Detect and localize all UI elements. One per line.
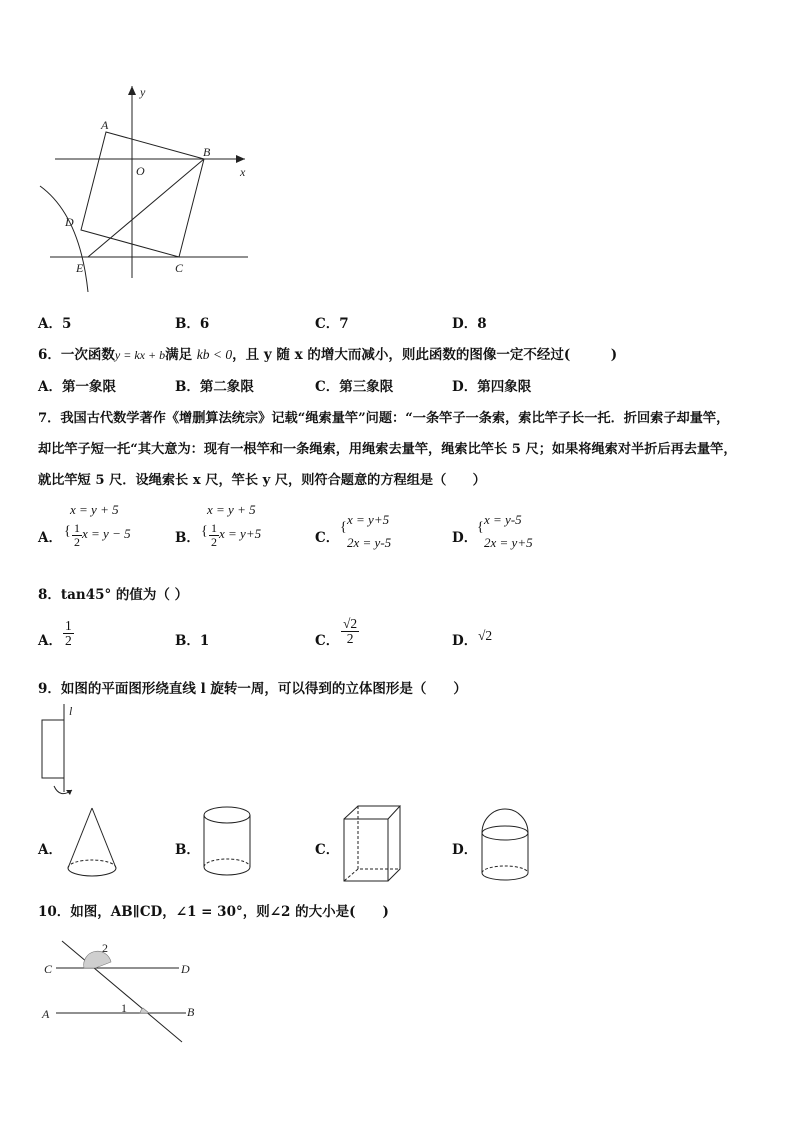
label-O: O — [136, 164, 145, 178]
label-D: D — [65, 215, 74, 229]
q8-option-a-letter: A． — [38, 633, 62, 649]
q7-stem-line1: 7．我国古代数学著作《增删算法统宗》记载“绳索量竿”问题：“一条竿子一条索，索比竿子长一托．折回索子却量竿， — [38, 411, 730, 426]
q7-stem-line2: 却比竿子短一托“其大意为：现有一根竿和一条绳索，用绳索去量竿，绳索比竿长 5 尺；如果将绳索对半折后再去量竿， — [38, 442, 737, 457]
label-E: E — [76, 261, 84, 275]
option-text: 5 — [61, 316, 72, 332]
label-C: C — [44, 962, 53, 976]
cone-icon — [62, 805, 122, 880]
q8-option-d-letter: D． — [452, 633, 478, 649]
option-text: 8 — [477, 316, 487, 332]
q6-formula: y = kx + b — [114, 348, 166, 362]
q6-condition: kb < 0 — [196, 347, 233, 362]
q9-option-d: D． — [452, 842, 478, 858]
label-C: C — [175, 261, 184, 275]
cylinder-icon — [200, 803, 256, 883]
label-x: x — [240, 165, 246, 179]
q6-stem: 6．一次函数y = kx + b满足 kb < 0，且 y 随 x 的增大而减小，则此函数的图像一定不经过( ) — [38, 347, 618, 363]
q7-option-b-system: x = y + 5 { $\frac{1}{2}$ x = y+5 — [201, 502, 262, 549]
q7-option-d-system: x = y-5 { 2x = y+5 — [477, 512, 533, 550]
label-B: B — [203, 145, 211, 159]
label-B: B — [187, 1005, 195, 1019]
option-text: 7 — [339, 316, 349, 332]
q8-option-c-letter: C． — [315, 633, 340, 649]
option-letter: D． — [452, 316, 478, 332]
q8-option-d-value: √2 — [478, 628, 493, 643]
q9-stem: 9．如图的平面图形绕直线 l 旋转一周，可以得到的立体图形是（ ） — [38, 681, 467, 697]
option-letter: C． — [315, 316, 340, 332]
coordinate-figure — [30, 80, 260, 300]
q7-option-b-letter: B． — [175, 530, 200, 546]
q9-option-b: B． — [175, 842, 200, 858]
q8-stem: 8．tan45° 的值为（ ） — [38, 587, 189, 603]
option-letter: A． — [38, 316, 62, 332]
q8-option-a-fraction: $\frac{1}{2}$ — [65, 618, 72, 649]
q5-options — [38, 312, 758, 336]
cylinder-with-hemisphere-icon — [478, 803, 534, 885]
label-A: A — [101, 118, 109, 132]
label-A: A — [42, 1007, 50, 1021]
q10-stem: 10．如图，AB∥CD，∠1 = 30°，则∠2 的大小是( ) — [38, 904, 389, 920]
q7-option-d-letter: D． — [452, 530, 478, 546]
option-letter: B． — [175, 316, 200, 332]
rotation-figure — [36, 702, 86, 802]
q9-option-a: A． — [38, 842, 62, 858]
q6-options: A．第一象限 B．第二象限 C．第三象限 D．第四象限 — [38, 379, 532, 395]
q7-stem-line3: 就比竿短 5 尺．设绳索长 x 尺，竿长 y 尺，则符合题意的方程组是（ ） — [38, 473, 486, 488]
q8-option-b: B．1 — [175, 633, 210, 649]
axis-label-l: l — [69, 704, 73, 718]
q7-option-a-system: x = y + 5 { $\frac{1}{2}$ x = y − 5 — [64, 502, 131, 549]
option-text: 6 — [199, 316, 210, 332]
label-y: y — [140, 85, 146, 99]
angle-label-2: 2 — [102, 941, 108, 955]
label-D: D — [181, 962, 190, 976]
angle-label-1: 1 — [121, 1001, 127, 1015]
q8-option-c-fraction: $\frac{√2}{2}$ — [343, 616, 358, 647]
q7-option-c-system: x = y+5 { 2x = y-5 — [340, 512, 392, 550]
q7-option-c-letter: C． — [315, 530, 340, 546]
parallel-lines-figure — [36, 935, 206, 1050]
cuboid-icon — [340, 803, 406, 885]
q9-option-c: C． — [315, 842, 340, 858]
q7-option-a-letter: A． — [38, 530, 62, 546]
